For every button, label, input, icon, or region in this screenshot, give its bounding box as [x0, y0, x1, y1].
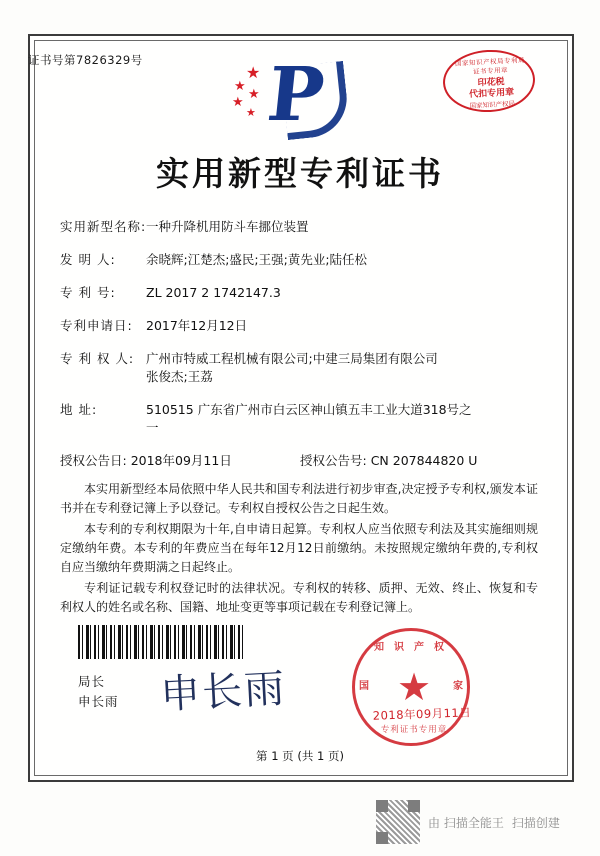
- field-value-group: [146, 350, 540, 386]
- watermark-text-right: 扫描创建: [511, 815, 560, 830]
- logo-swoosh-icon: [280, 61, 350, 140]
- field-row-publication: [60, 452, 540, 470]
- field-value: 余晓辉;江楚杰;盛民;王强;黄先业;陆任松: [146, 252, 368, 267]
- tax-stamp-arc-line1: 国家知识产权局专利局: [454, 56, 526, 68]
- seal-arc-left: 国: [359, 681, 369, 692]
- field-row-patentee: [60, 350, 540, 386]
- field-label: 地 址:: [60, 402, 98, 417]
- field-row-inventors: [60, 251, 540, 269]
- field-value: 一种升降机用防斗车挪位装置: [146, 219, 309, 234]
- seal-date: 2018年09月11日: [372, 705, 472, 723]
- field-value: 2017年12月12日: [146, 318, 248, 333]
- field-value-line2: 一: [146, 420, 159, 435]
- tax-stamp-bottom: 国家知识产权局: [469, 99, 516, 111]
- field-row-application-date: [60, 317, 540, 335]
- field-label: 专利申请日:: [60, 318, 133, 333]
- field-row-patent-number: [60, 284, 540, 302]
- field-value-group: [146, 401, 540, 437]
- field-value: ZL 2017 2 1742147.3: [146, 285, 281, 300]
- barcode: [78, 625, 246, 659]
- seal-arc-bottom: 专利证书专用章: [380, 725, 448, 735]
- patent-office-logo: [232, 52, 342, 138]
- seal-star-icon: ★: [396, 665, 432, 709]
- page-title: 实用新型专利证书: [156, 154, 444, 193]
- field-row-name: [60, 218, 540, 236]
- publication-number: [300, 452, 540, 470]
- legal-text: [60, 480, 538, 619]
- stars-icon: ★ ★ ★ ★ ★: [232, 63, 261, 119]
- field-value: 广州市特威工程机械有限公司;中建三局集团有限公司: [146, 351, 438, 366]
- publication-number-value: CN 207844820 U: [370, 453, 478, 468]
- field-value-line2: 张俊杰;王荔: [146, 369, 213, 384]
- qr-code-icon: [376, 800, 420, 844]
- grant-date-label: 授权公告日:: [60, 453, 127, 468]
- legal-paragraph-3: 专利证记载专利权登记时的法律状况。专利权的转移、质押、无效、终止、恢复和专利权人的姓名或名称、国籍、地址变更等事项记载在专利登记簿上。: [60, 581, 538, 614]
- director-signature: 申长雨: [159, 665, 288, 719]
- watermark-text-left: 由 扫描全能王: [428, 815, 504, 830]
- seal-arc-right: 家: [453, 681, 463, 692]
- logo-letter-p: P: [263, 52, 329, 138]
- page-footer: 第 1 页 (共 1 页): [256, 749, 344, 763]
- patent-fields: [60, 218, 540, 476]
- seal-arc-top: 知识产权: [374, 642, 454, 653]
- field-value: 510515 广东省广州市白云区神山镇五丰工业大道318号之: [146, 402, 472, 417]
- legal-paragraph-1: 本实用新型经本局依照中华人民共和国专利法进行初步审查,决定授予专利权,颁发本证书并在专利登记簿上予以登记。专利权自授权公告之日起生效。: [60, 482, 538, 515]
- field-label: 专 利 权 人:: [60, 351, 135, 366]
- director-block: [78, 672, 119, 712]
- grant-date-value: 2018年09月11日: [130, 453, 232, 468]
- field-label: 专 利 号:: [60, 285, 116, 300]
- official-seal-icon: [352, 628, 470, 746]
- grant-date: [60, 452, 300, 470]
- field-label: 发 明 人:: [60, 252, 116, 267]
- director-title-label: 局长: [78, 674, 106, 689]
- certificate-serial-number: 证书号第7826329号: [28, 53, 143, 67]
- field-row-address: [60, 401, 540, 437]
- tax-stamp-arc-line2: 证书专用章: [472, 65, 509, 76]
- legal-paragraph-2: 本专利的专利权期限为十年,自申请日起算。专利权人应当依照专利法及其实施细则规定缴纳年费。本专利的年费应当在每年12月12日前缴纳。未按照规定缴纳年费的,专利权自应当缴纳年费期满之日起终止。: [60, 522, 538, 574]
- field-label: 实用新型名称:: [60, 219, 147, 234]
- publication-number-label: 授权公告号:: [300, 453, 367, 468]
- tax-stamp-middle: 印花税 代扣专用章: [468, 77, 515, 101]
- scanner-watermark: [376, 800, 560, 844]
- director-name: 申长雨: [78, 694, 119, 709]
